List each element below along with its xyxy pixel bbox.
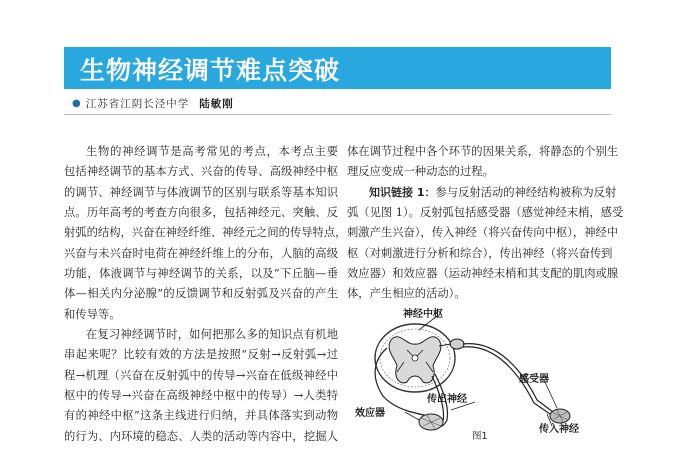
spinal-cord-diagram [375, 324, 464, 392]
paragraph-line: 枢（对刺激进行分析和综合），传出神经（将兴奋传到 [347, 246, 613, 260]
paragraph-line: 点。历年高考的考查方向很多，包括神经元、突触、反 [64, 206, 338, 220]
paragraph-line: 理反应变成一种动态的过程。 [347, 165, 494, 179]
knowledge-link-line [347, 183, 617, 203]
paragraph-line: 体在调节过程中各个环节的因果关系，将静态的个别生 [347, 145, 619, 158]
paragraph-line: 串起来呢？比较有效的方法是按照“反射→反射弧→过 [64, 348, 338, 362]
figure-caption: 图1 [472, 431, 488, 442]
effector-shape [419, 414, 443, 430]
knowledge-link-text: 参与反射活动的神经结构被称为反射 [435, 185, 617, 199]
paragraph-line: 的行为、内环境的稳态、人类的活动等内容中，挖掘人 [64, 429, 338, 443]
label-afferent-nerve: 传入神经 [539, 424, 579, 435]
bullet-icon: ● [72, 97, 81, 109]
reflex-arc-figure [347, 300, 611, 460]
paragraph-line: 有的神经中枢”这条主线进行归纳，并具体落实到动物 [64, 409, 338, 423]
author-name: 陆敏刚 [199, 97, 234, 110]
paragraph-line: 包括神经调节的基本方式、兴奋的传导、高级神经中枢 [64, 165, 338, 179]
label-efferent-nerve: 传出神经 [427, 394, 467, 405]
author-line [72, 96, 234, 110]
paragraph-line: 效应器）和效应器（运动神经末梢和其支配的肌肉或腺 [347, 267, 619, 281]
paragraph-line: 体—相关内分泌腺”的反馈调节和反射弧及兴奋的产生 [64, 287, 338, 301]
paragraph-line: 体，产生相应的活动）。 [347, 287, 466, 301]
article-title: 生物神经调节难点突破 [80, 56, 341, 85]
paragraph-line: 功能，体液调节与神经调节的关系，以及“下丘脑—垂 [64, 267, 338, 281]
knowledge-link-label: 知识链接 1： [369, 185, 436, 199]
label-nerve-center: 神经中枢 [403, 309, 443, 320]
divider [64, 114, 611, 115]
label-effector: 效应器 [355, 408, 385, 419]
paragraph-line: 刺激产生兴奋），传入神经（将兴奋传向中枢），神经中 [347, 226, 619, 240]
author-school: 江苏省江阴长泾中学 [85, 97, 190, 110]
paragraph-line: 和传导等。 [64, 307, 121, 321]
paragraph-line: 弧（见图 1）。反射弧包括感受器（感觉神经末梢，感受 [347, 206, 624, 220]
paragraph-line: 枢中的传导→兴奋在高级神经中枢中的传导）→人类特 [64, 389, 338, 403]
paragraph-line: 的调节、神经调节与体液调节的区别与联系等基本知识 [64, 185, 338, 199]
label-receptor: 感受器 [519, 374, 549, 385]
paragraph-line: 生物的神经调节是高考常见的考点，本考点主要 [86, 145, 338, 158]
paragraph-line: 程→机理（兴奋在反射弧中的传导→兴奋在低级神经中 [64, 368, 338, 382]
title-banner [64, 47, 611, 89]
left-column [64, 142, 347, 447]
right-column [347, 142, 624, 305]
paragraph-line: 在复习神经调节时，如何把那么多的知识点有机地 [86, 328, 338, 342]
paragraph-line: 兴奋与未兴奋时电荷在神经纤维上的分布，人脑的高级 [64, 246, 338, 260]
paragraph-line: 射弧的结构，兴奋在神经纤维、神经元之间的传导特点， [64, 226, 347, 240]
